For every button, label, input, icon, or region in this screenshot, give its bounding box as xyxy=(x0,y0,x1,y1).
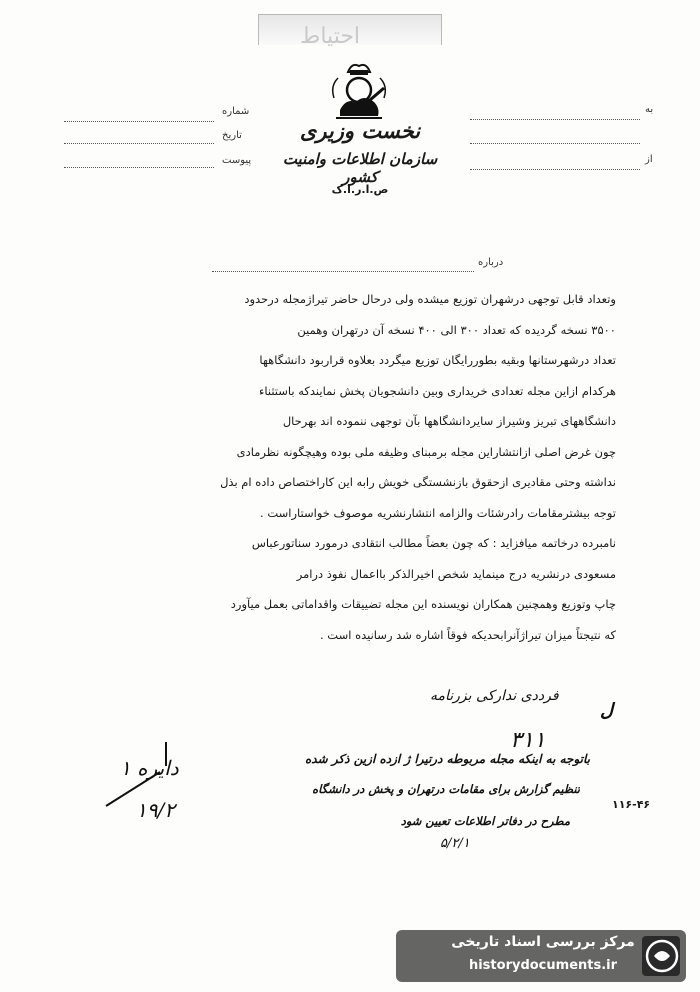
attachment-label: پیوست xyxy=(222,155,252,166)
handwritten-note-line: تنظیم گزارش برای مقامات درتهران و پخش در دانشگاه xyxy=(312,782,580,796)
body-line: هرکدام ازاین مجله تعدادی خریداری وبین دانشجویان پخش نمایندکه باستثناء xyxy=(258,383,616,398)
handwritten-archive: دایره ۱ xyxy=(120,756,179,780)
to-field-line-2 xyxy=(470,142,640,144)
body-line: چون غرض اصلی ازانتشاراین مجله برمبنای وظیفه ملی بوده وهیچگونه نظرمادی xyxy=(236,444,616,459)
attachment-field-line xyxy=(64,166,214,168)
body-line: که نتیجتاً میزان تیراژآنرابحدیکه فوقاً اشاره شد رسانیده است . xyxy=(319,627,616,642)
to-field-line xyxy=(470,118,640,120)
archive-logo-icon xyxy=(644,938,680,974)
watermark-title: مرکز بررسی اسناد تاریخی xyxy=(451,934,635,950)
watermark-url: historydocuments.ir xyxy=(468,958,618,973)
date-label: تاریخ xyxy=(222,130,242,141)
number-field-line xyxy=(64,120,214,122)
report-body xyxy=(78,284,616,650)
date-field-line xyxy=(64,142,214,144)
handwritten-number: ۳۱۱ xyxy=(510,728,546,753)
handwritten-signature-date: ۵/۲/۱ xyxy=(440,836,470,851)
body-line: ۳۵۰۰ نسخه گردیده که تعداد ۳۰۰ الی ۴۰۰ نسخه آن درتهران وهمین xyxy=(297,322,616,337)
handwritten-date: ۱۹/۲ xyxy=(136,798,175,822)
about-label: درباره xyxy=(478,257,504,268)
handwritten-note-line: باتوجه به اینکه مجله مربوطه درتیرا ژ ازده ازین ذکر شده xyxy=(305,752,590,766)
agency-code: ص.ا.ر.ا.ک xyxy=(331,183,389,196)
body-line: مسعودی درنشریه درج مینماید شخص اخیرالذکر بااعمال نفوذ درامر xyxy=(296,566,616,581)
to-label: به xyxy=(645,104,654,115)
classification-stamp: احتیاط xyxy=(300,24,361,49)
from-field-line xyxy=(470,168,640,170)
body-line: نامبرده درخاتمه میافزاید : که چون بعضاً مطالب انتقادی درمورد سناتورعباس xyxy=(251,536,616,550)
number-label: شماره xyxy=(222,106,250,117)
body-line: وتعداد قابل توجهی درشهران توزیع میشده ولی درحال حاضر تیراژمجله درحدود xyxy=(244,292,616,306)
handwritten-note-line: مطرح در دفاتر اطلاعات تعیین شود xyxy=(400,814,570,828)
body-line: چاپ وتوزیع وهمچنین همکاران نویسنده این مجله تضییقات واقداماتی بعمل میآورد xyxy=(230,597,616,611)
lion-and-sun-emblem xyxy=(326,58,392,122)
from-label: از xyxy=(645,154,653,165)
page-reference: ۱۱۶-۴۶ xyxy=(612,798,651,811)
body-line: دانشگاههای تبریز وشیراز سایردانشگاهها بآن توجهی ننموده اند بهرحال xyxy=(282,414,616,428)
handwritten-letter: ل xyxy=(600,700,614,721)
body-line: توجه بیشترمقامات رادرشئات والزامه انتشارنشریه موصوف خواستاراست . xyxy=(260,505,616,520)
ministry-title: نخست وزیری xyxy=(299,118,421,143)
handwritten-note-top: فرددی ندارکی بزرنامه xyxy=(430,688,559,704)
body-line: نداشته وحتی مقادیری ازحقوق بازنشستگی خویش رابه این کاراختصاص داده ام بذل xyxy=(220,475,616,489)
agency-title: سازمان اطلاعات وامنیت کشور xyxy=(282,150,438,186)
body-line: تعداد درشهرستانها وبقیه بطوررایگان توزیع میگردد بعلاوه قراربود دانشگاهها xyxy=(259,353,616,367)
about-field-line xyxy=(212,270,474,272)
